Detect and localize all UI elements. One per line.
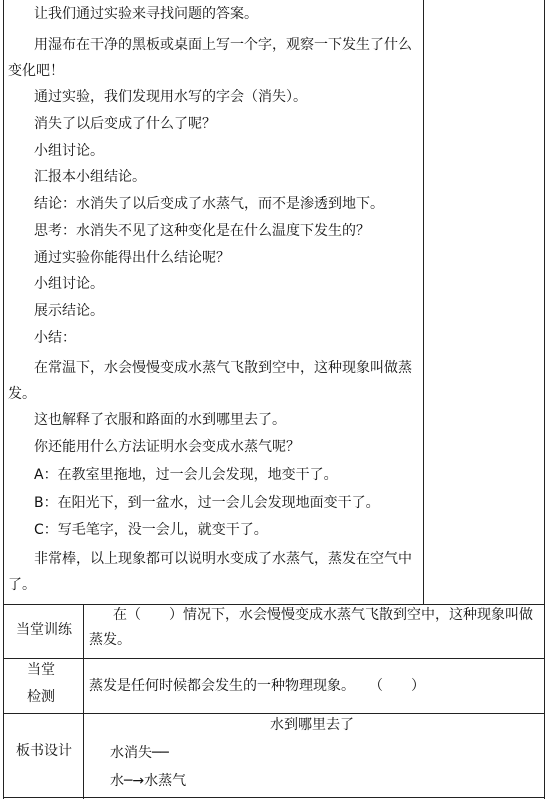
main-paragraph: 发。 bbox=[8, 386, 36, 402]
training-text-line2: 蒸发。 bbox=[89, 632, 131, 648]
main-paragraph: 了。 bbox=[8, 577, 36, 593]
label-column-divider bbox=[83, 604, 84, 799]
main-paragraph: 结论：水消失了以后变成了水蒸气，而不是渗透到地下。 bbox=[34, 196, 384, 212]
row-divider-training bbox=[3, 604, 545, 605]
table-bottom-border bbox=[3, 797, 545, 798]
row-divider-check bbox=[3, 658, 545, 659]
training-text-line1: 在（ ）情况下，水会慢慢变成水蒸气飞散到空中，这种现象叫做 bbox=[113, 607, 533, 623]
board-label: 板书设计 bbox=[16, 743, 72, 759]
main-paragraph: A：在教室里拖地，过一会儿会发现，地变干了。 bbox=[34, 467, 338, 483]
main-paragraph: 小组讨论。 bbox=[34, 143, 104, 159]
board-line1: 水消失── bbox=[110, 745, 169, 761]
main-paragraph: 消失了以后变成了什么了呢？ bbox=[34, 116, 216, 132]
main-paragraph: 通过实验，我们发现用水写的字会（消失）。 bbox=[34, 89, 307, 105]
check-label-line2: 检测 bbox=[27, 689, 55, 705]
main-paragraph: 变化吧！ bbox=[8, 63, 64, 79]
main-paragraph: 展示结论。 bbox=[34, 303, 104, 319]
main-paragraph: 非常棒，以上现象都可以说明水变成了水蒸气，蒸发在空气中 bbox=[34, 551, 412, 567]
check-question: 蒸发是任何时候都会发生的一种物理现象。 （ ） bbox=[89, 678, 425, 694]
table-left-border bbox=[3, 0, 4, 799]
board-title: 水到哪里去了 bbox=[270, 717, 354, 733]
check-label-line1: 当堂 bbox=[27, 662, 55, 678]
main-paragraph: 这也解释了衣服和路面的水到哪里去了。 bbox=[34, 412, 286, 428]
table-right-border bbox=[544, 0, 545, 799]
main-paragraph: 通过实验你能得出什么结论呢？ bbox=[34, 250, 230, 266]
main-paragraph: B：在阳光下，到一盆水，过一会儿会发现地面变干了。 bbox=[34, 495, 380, 511]
training-label: 当堂训练 bbox=[16, 622, 72, 638]
main-paragraph: 小结： bbox=[34, 330, 76, 346]
main-paragraph: 小组讨论。 bbox=[34, 276, 104, 292]
main-paragraph: 在常温下，水会慢慢变成水蒸气飞散到空中，这种现象叫做蒸 bbox=[34, 360, 412, 376]
row-divider-board bbox=[3, 713, 545, 714]
main-paragraph: 思考：水消失不见了这种变化是在什么温度下发生的？ bbox=[34, 223, 370, 239]
main-paragraph: 汇报本小组结论。 bbox=[34, 169, 146, 185]
main-paragraph: C：写毛笔字，没一会儿，就变干了。 bbox=[34, 522, 268, 538]
main-paragraph: 让我们通过实验来寻找问题的答案。 bbox=[34, 6, 258, 22]
main-paragraph: 用湿布在干净的黑板或桌面上写一个字，观察一下发生了什么 bbox=[34, 37, 412, 53]
main-right-column-divider bbox=[423, 0, 424, 604]
board-line2: 水─→水蒸气 bbox=[110, 773, 187, 789]
main-paragraph: 你还能用什么方法证明水会变成水蒸气呢？ bbox=[34, 439, 300, 455]
